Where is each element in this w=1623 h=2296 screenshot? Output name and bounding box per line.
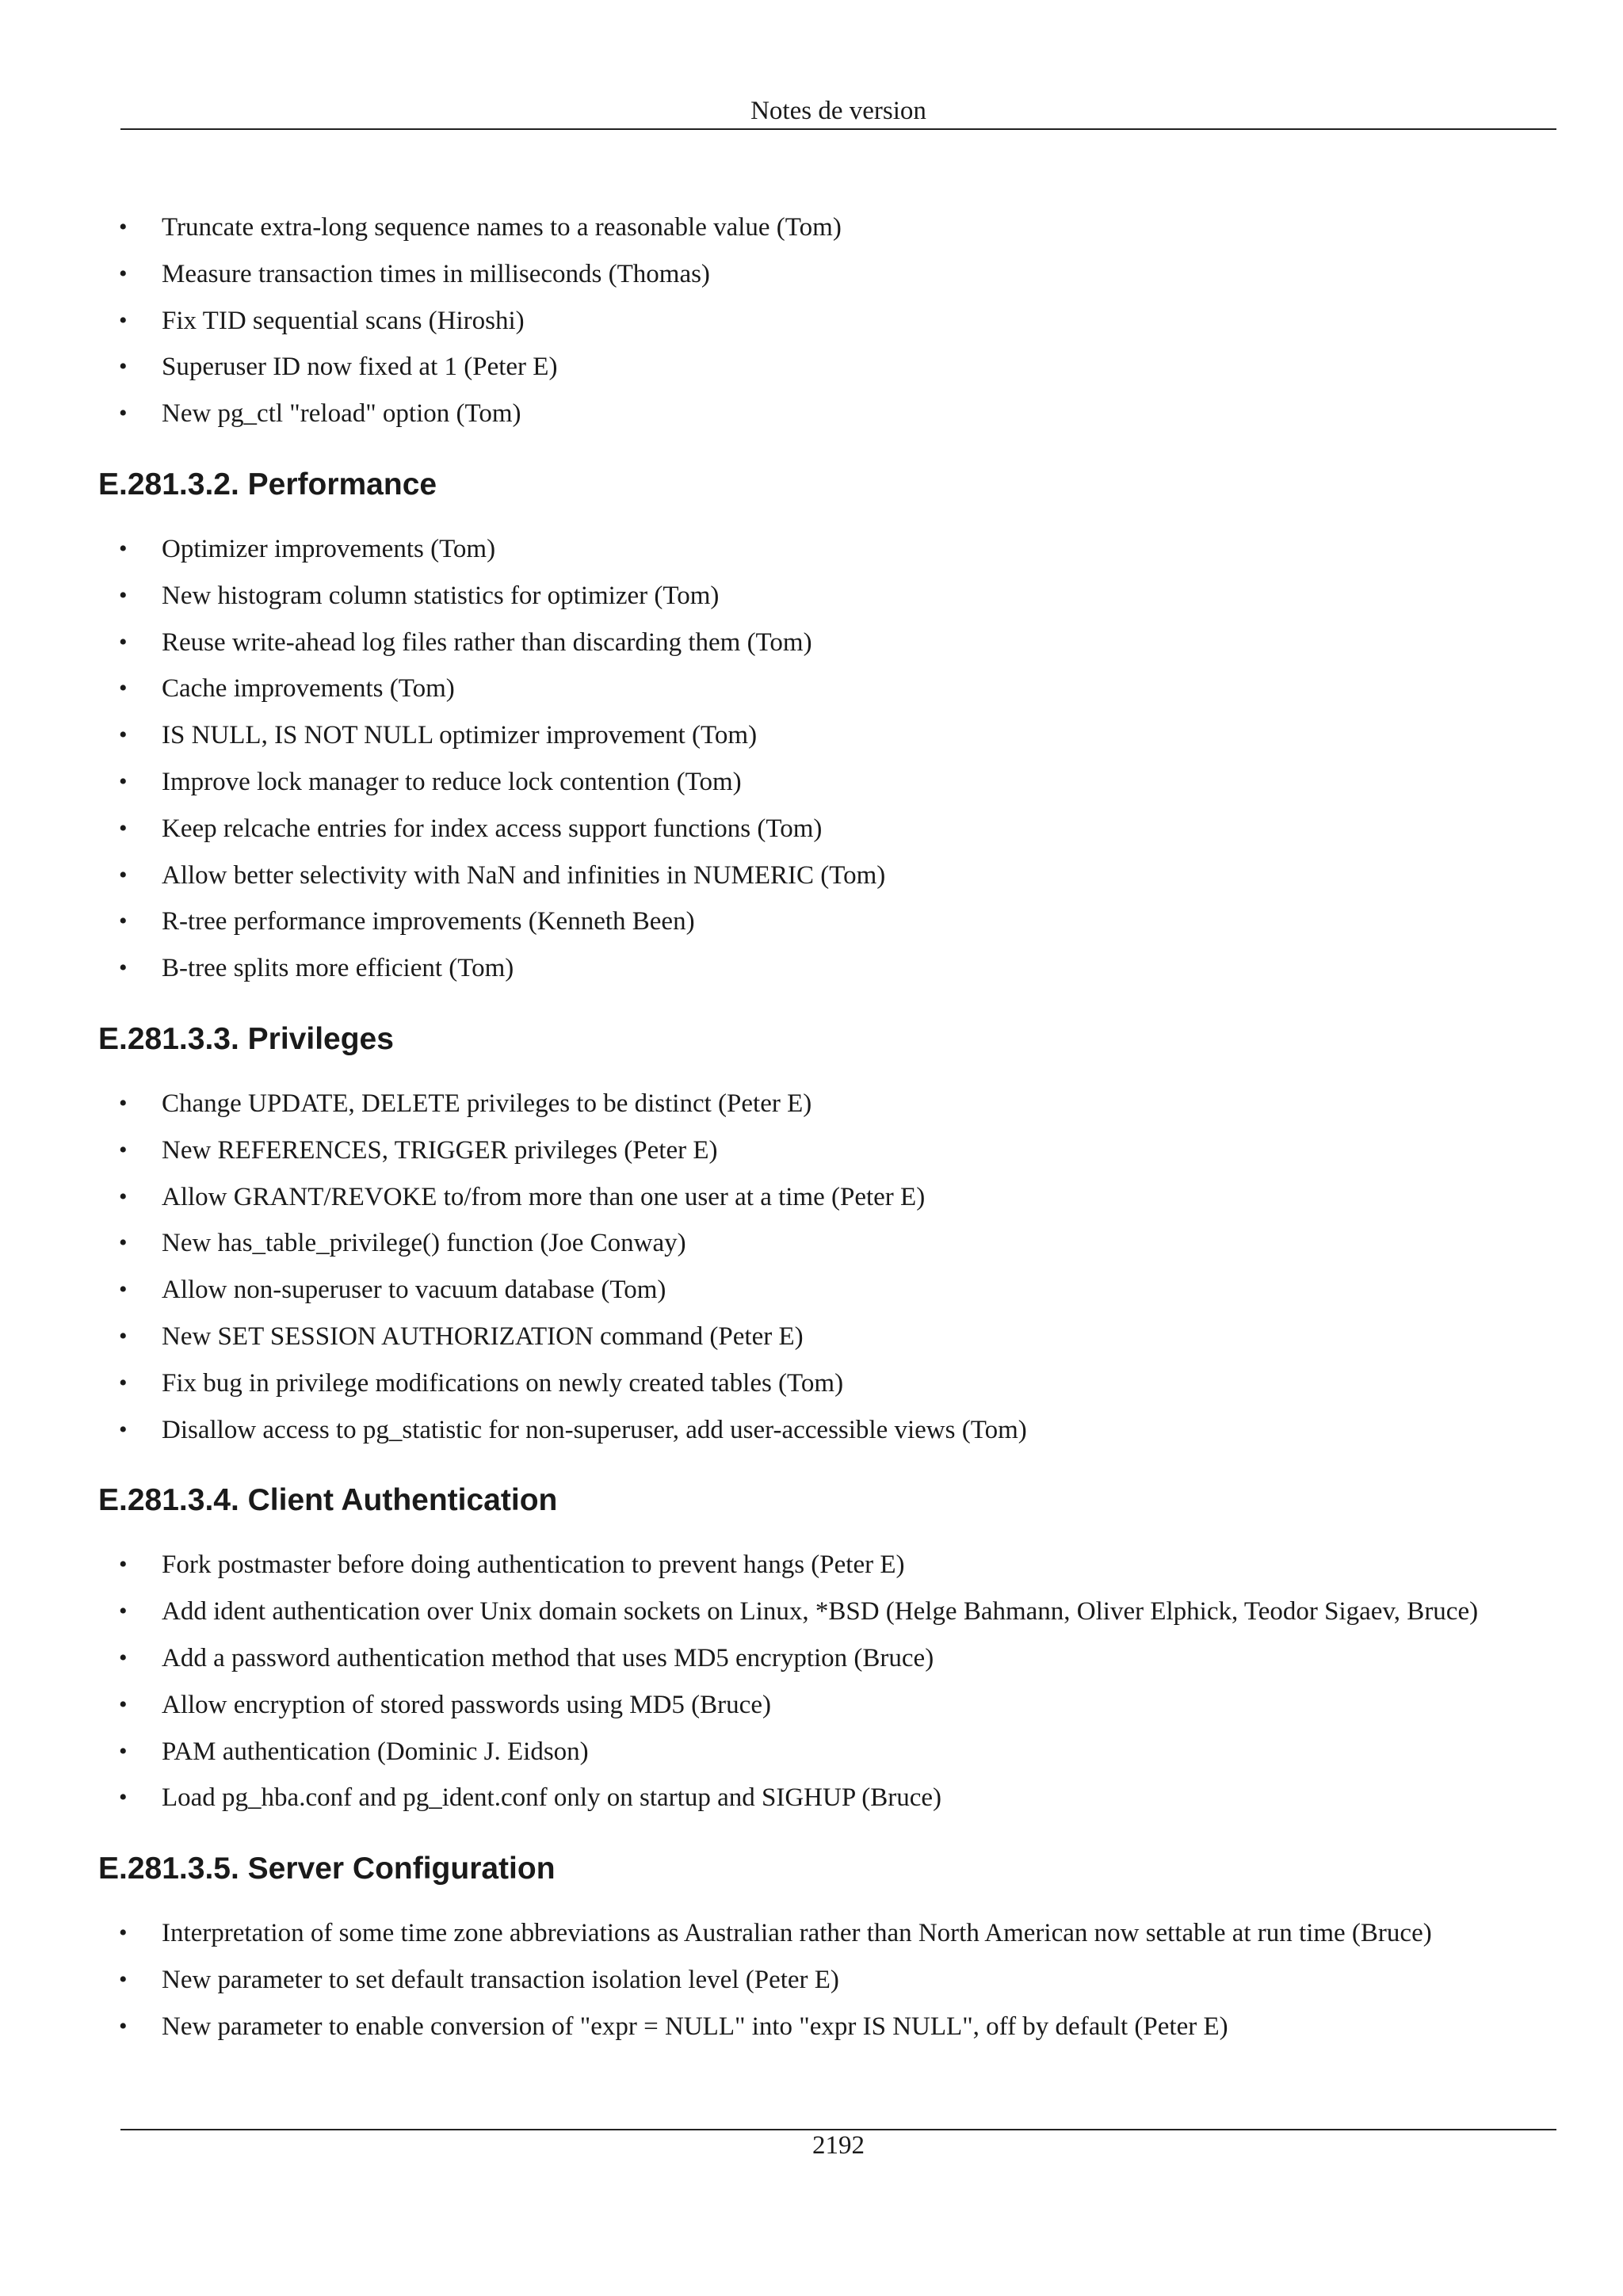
section-1 <box>98 437 1556 992</box>
list-item <box>98 1682 1556 1729</box>
bullet-icon: • <box>119 1416 128 1443</box>
list-item-text: Add a password authentication method that uses MD5 encryption (Bruce) <box>162 1643 934 1672</box>
bullet-icon: • <box>119 1644 128 1671</box>
bullet-icon: • <box>119 307 128 334</box>
bullet-icon: • <box>119 1920 128 1947</box>
bullet-icon: • <box>119 861 128 888</box>
list-item-text: Fix bug in privilege modifications on newly created tables (Tom) <box>162 1368 844 1398</box>
list-item-text: Optimizer improvements (Tom) <box>162 534 496 563</box>
list-item <box>98 1635 1556 1682</box>
list-item <box>98 1407 1556 1454</box>
list-item-text: Disallow access to pg_statistic for non-superuser, add user-accessible views (Tom) <box>162 1415 1027 1444</box>
list-item <box>98 852 1556 899</box>
list-item <box>98 1127 1556 1174</box>
bullet-icon: • <box>119 1737 128 1764</box>
bullet-icon: • <box>119 582 128 608</box>
list-item-text: Allow encryption of stored passwords using MD5 (Bruce) <box>162 1690 771 1719</box>
bullet-icon: • <box>119 214 128 240</box>
bullet-icon: • <box>119 400 128 427</box>
list-item-text: Reuse write-ahead log files rather than discarding them (Tom) <box>162 627 812 657</box>
list-item-text: R-tree performance improvements (Kenneth Been) <box>162 907 695 936</box>
bullet-icon: • <box>119 1230 128 1257</box>
list-item-text: Cache improvements (Tom) <box>162 674 455 704</box>
list-item <box>98 2004 1556 2050</box>
list-item <box>98 759 1556 806</box>
bullet-icon: • <box>119 260 128 287</box>
bullet-icon: • <box>119 1369 128 1396</box>
section-3 <box>98 1453 1556 1821</box>
list-item-text: IS NULL, IS NOT NULL optimizer improvement (Tom) <box>162 721 758 750</box>
bullet-icon: • <box>119 1276 128 1303</box>
list-item <box>98 1174 1556 1221</box>
list-item <box>98 945 1556 992</box>
section-title: E.281.3.4. Client Authentication <box>98 1483 558 1518</box>
bullet-icon: • <box>119 768 128 795</box>
list-item-text: Keep relcache entries for index access support functions (Tom) <box>162 814 823 843</box>
list-item <box>98 806 1556 852</box>
list-item <box>98 204 1556 251</box>
bullet-icon: • <box>119 1598 128 1625</box>
list-item-text: Fix TID sequential scans (Hiroshi) <box>162 306 525 335</box>
bullet-icon: • <box>119 814 128 841</box>
list-item <box>98 1542 1556 1589</box>
list-item-text: Change UPDATE, DELETE privileges to be distinct (Peter E) <box>162 1089 812 1118</box>
list-item <box>98 1220 1556 1267</box>
bullet-icon: • <box>119 1136 128 1163</box>
list-item <box>98 1775 1556 1821</box>
bullet-icon: • <box>119 1966 128 1993</box>
bullet-icon: • <box>119 722 128 749</box>
bullet-list <box>98 1081 1556 1453</box>
list-item <box>98 526 1556 573</box>
bullet-icon: • <box>119 628 128 655</box>
list-item <box>98 298 1556 345</box>
page-header: Notes de version <box>750 97 926 125</box>
bullet-icon: • <box>119 535 128 562</box>
bullet-icon: • <box>119 353 128 380</box>
bullet-icon: • <box>119 2012 128 2039</box>
list-item <box>98 1360 1556 1407</box>
list-item <box>98 1314 1556 1360</box>
list-item-text: Load pg_hba.conf and pg_ident.conf only on startup and SIGHUP (Bruce) <box>162 1783 941 1813</box>
bullet-icon: • <box>119 1089 128 1116</box>
list-item <box>98 1081 1556 1127</box>
bullet-icon: • <box>119 908 128 935</box>
list-item-text: New has_table_privilege() function (Joe Conway) <box>162 1229 686 1258</box>
page-number: 2192 <box>812 2131 865 2160</box>
list-item-text: New SET SESSION AUTHORIZATION command (Peter E) <box>162 1322 804 1351</box>
list-item-text: Interpretation of some time zone abbreviations as Australian rather than North American now settable at run time (Bruce) <box>162 1919 1432 1948</box>
list-item-text: Improve lock manager to reduce lock contention (Tom) <box>162 767 742 796</box>
list-item-text: B-tree splits more efficient (Tom) <box>162 954 514 983</box>
page-content <box>98 204 1556 2050</box>
section-title: E.281.3.5. Server Configuration <box>98 1852 556 1886</box>
bullet-icon: • <box>119 1322 128 1349</box>
bullet-list <box>98 1910 1556 2050</box>
list-item-text: New parameter to set default transaction isolation level (Peter E) <box>162 1965 839 1994</box>
bullet-icon: • <box>119 1691 128 1718</box>
list-item-text: Allow better selectivity with NaN and infinities in NUMERIC (Tom) <box>162 860 886 890</box>
list-item-text: Add ident authentication over Unix domain sockets on Linux, *BSD (Helge Bahmann, Oliver Elphick, Teodor Sigaev, Bruce) <box>162 1597 1479 1627</box>
list-item <box>98 1910 1556 1957</box>
list-item-text: Fork postmaster before doing authentication to prevent hangs (Peter E) <box>162 1550 905 1580</box>
list-item <box>98 391 1556 437</box>
bullet-icon: • <box>119 675 128 702</box>
list-item <box>98 898 1556 945</box>
list-item <box>98 251 1556 298</box>
list-item-text: New REFERENCES, TRIGGER privileges (Peter E) <box>162 1135 718 1165</box>
list-item <box>98 1589 1556 1635</box>
header-rule <box>120 128 1556 130</box>
section-title: E.281.3.3. Privileges <box>98 1021 394 1056</box>
bullet-list <box>98 204 1556 437</box>
list-item-text: PAM authentication (Dominic J. Eidson) <box>162 1737 589 1766</box>
section-2 <box>98 992 1556 1453</box>
bullet-icon: • <box>119 1183 128 1210</box>
list-item-text: New histogram column statistics for optimizer (Tom) <box>162 581 720 610</box>
bullet-icon: • <box>119 955 128 982</box>
list-item-text: Truncate extra-long sequence names to a reasonable value (Tom) <box>162 213 842 242</box>
list-item <box>98 1957 1556 2004</box>
section-4 <box>98 1821 1556 2050</box>
list-item-text: Measure transaction times in milliseconds (Thomas) <box>162 259 710 288</box>
bullet-list <box>98 526 1556 992</box>
section-title: E.281.3.2. Performance <box>98 467 437 502</box>
list-item <box>98 620 1556 666</box>
list-item <box>98 573 1556 620</box>
list-item <box>98 1267 1556 1314</box>
list-item-text: New pg_ctl "reload" option (Tom) <box>162 399 521 429</box>
section-0 <box>98 204 1556 437</box>
list-item <box>98 344 1556 391</box>
list-item-text: Allow non-superuser to vacuum database (Tom) <box>162 1276 666 1305</box>
list-item <box>98 712 1556 759</box>
list-item-text: Superuser ID now fixed at 1 (Peter E) <box>162 353 558 382</box>
bullet-list <box>98 1542 1556 1821</box>
bullet-icon: • <box>119 1784 128 1811</box>
list-item <box>98 666 1556 712</box>
bullet-icon: • <box>119 1551 128 1578</box>
list-item-text: New parameter to enable conversion of "expr = NULL" into "expr IS NULL", off by default (Peter E) <box>162 2012 1228 2041</box>
list-item-text: Allow GRANT/REVOKE to/from more than one user at a time (Peter E) <box>162 1182 926 1211</box>
list-item <box>98 1729 1556 1775</box>
